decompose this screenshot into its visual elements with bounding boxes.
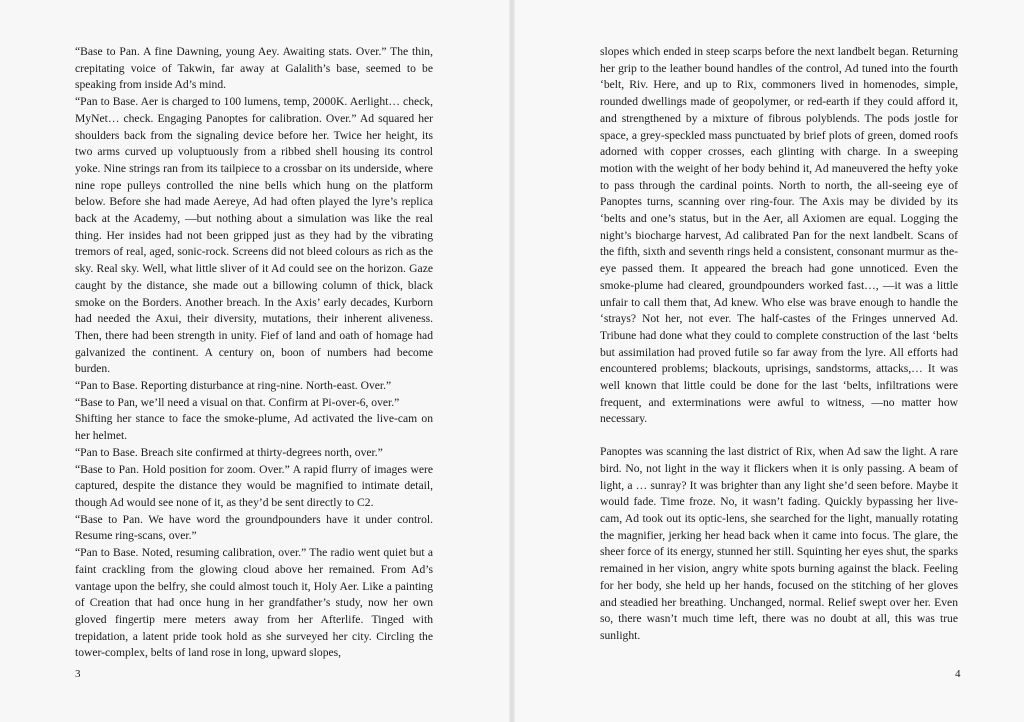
paragraph: “Pan to Base. Aer is charged to 100 lumens, temp, 2000K. Aerlight… check, MyNet… check. Engaging Panoptes for calibration. Over.” Ad squared her shoulders back from the signaling device before her. Twice her height, its two arms curved up voluptuously from a ribbed shell housing its control yoke. Nine strings ran from its tailpiece to a crossbar on its underside, where nine rope pulleys controlled the nine bells which hung on the platform below. Before she had made Aereye, Ad had often played the lyre’s replica back at the Academy, —but nothing about a simulation was like the real thing. Her insides had not been gripped just as they had by the vibrating tremors of real, aged, sonic-rock. Screens did not bleed colours as rich as the sky. Real sky. Well, what little sliver of it Ad could see on the horizon. Gaze caught by the distance, she made out a billowing column of thick, black smoke on the Borders. Another breach. In the Axis’ early decades, Kurborn had needed the Axui, their diversity, mutations, their inherent aliveness. Then, there had been strength in unity. Fief of land and oath of homage had galvanized the continent. A century on, boon of numbers had become burden.	[75, 95, 433, 376]
paragraph: “Pan to Base. Noted, resuming calibration, over.” The radio went quiet but a faint crackling from the glowing cloud above her remained. From Ad’s vantage upon the belfry, she could almost touch it, Holy Aer. Like a painting of Creation that had once hung in her grandfather’s study, now her own gloved fingertip mere meters away from her Afterlife. Tinged with trepidation, a latent pride took hold as she surveyed her city. Circling the tower-complex, belts of land rose in long, upward slopes,	[75, 546, 433, 660]
paragraph: “Pan to Base. Breach site confirmed at thirty-degrees north, over.”	[75, 445, 383, 459]
paragraph: “Base to Pan. A fine Dawning, young Aey. Awaiting stats. Over.” The thin, crepitating voice of Takwin, far away at Galalith’s base, seemed to be speaking from inside Ad’s mind.	[75, 45, 433, 92]
paragraph: Shifting her stance to face the smoke-plume, Ad activated the live-cam on her helmet.	[75, 412, 433, 443]
paragraph: Panoptes was scanning the last district of Rix, when Ad saw the light. A rare bird. No, not light in the way it flickers when it is only passing. A beam of light, a … sunray? It was brighter than any light she’d seen before. Maybe it would fade. Time froze. No, it wasn’t fading. Quickly bypassing her live-cam, Ad took out its optic-lens, she searched for the light, manually rotating the magnifier, jerking her head back when it came into focus. The glare, the sheer force of its energy, stunned her still. Squinting her eyes shut, the sparks remained in her vision, angry white spots burning against the black. Feeling for her body, she held up her hands, focused on the stitching of her gloves and steadied her breathing. Unchanged, normal. Relief swept over her. Even so, there wasn’t much time left, there was no doubt at all, this was true sunlight.	[600, 445, 958, 642]
right-text-column	[600, 44, 958, 645]
left-text-column	[75, 44, 433, 662]
page-number: 3	[75, 668, 81, 680]
paragraph: “Base to Pan. Hold position for zoom. Over.” A rapid flurry of images were captured, despite the distance they would be magnified to intimate detail, though Ad would see none of it, as they’d be sent directly to C2.	[75, 462, 433, 509]
page-number: 4	[955, 668, 961, 680]
paragraph: slopes which ended in steep scarps before the next landbelt began. Returning her grip to the leather bound handles of the control, Ad tuned into the fourth ‘belt, Riv. Here, and up to Rix, commoners lived in homenodes, simple, rounded dwellings made of geopolymer, or red-earth if they could afford it, and strengthened by a mixture of fibrous polyblends. The pods jostle for space, a grey-speckled mass punctuated by brief plots of green, domed roofs adorned with copper crosses, each glinting with charge. In a sweeping motion with the weight of her body behind it, Ad maneuvered the hefty yoke to pass through the cardinal points. North to north, the all-seeing eye of Panoptes turns, scanning over ring-four. The Axis may be divided by its ‘belts and one’s status, but in the Aer, all Axiomen are equal. Logging the night’s biocharge harvest, Ad calibrated Pan for the next landbelt. Scans of the fifth, sixth and seventh rings held a consistent, consonant murmur as the-eye passed them. It appeared the breach had gone unnoticed. Even the smoke-plume had cleared, groundpounders worked fast…, —it was a little unfair to call them that, Ad knew. Who else was brave enough to handle the ‘strays? Not her, not ever. The half-castes of the Fringes unnerved Ad. Tribune had done what they could to complete construction of the last ‘belts but assimilation had proved futile so far away from the lyre. All efforts had encountered problems; blackouts, uprisings, sandstorms, attacks,… It was well known that little could be done for the last ‘belts, infiltrations were frequent, and exterminations were awful to witness, —no matter how necessary.	[600, 45, 958, 426]
paragraph: “Base to Pan, we’ll need a visual on that. Confirm at Pi-over-6, over.”	[75, 395, 400, 409]
paragraph: “Base to Pan. We have word the groundpounders have it under control. Resume ring-scans, over.”	[75, 512, 433, 543]
right-page	[512, 0, 1024, 722]
page-fold	[509, 0, 515, 722]
paragraph: “Pan to Base. Reporting disturbance at ring-nine. North-east. Over.”	[75, 379, 392, 393]
